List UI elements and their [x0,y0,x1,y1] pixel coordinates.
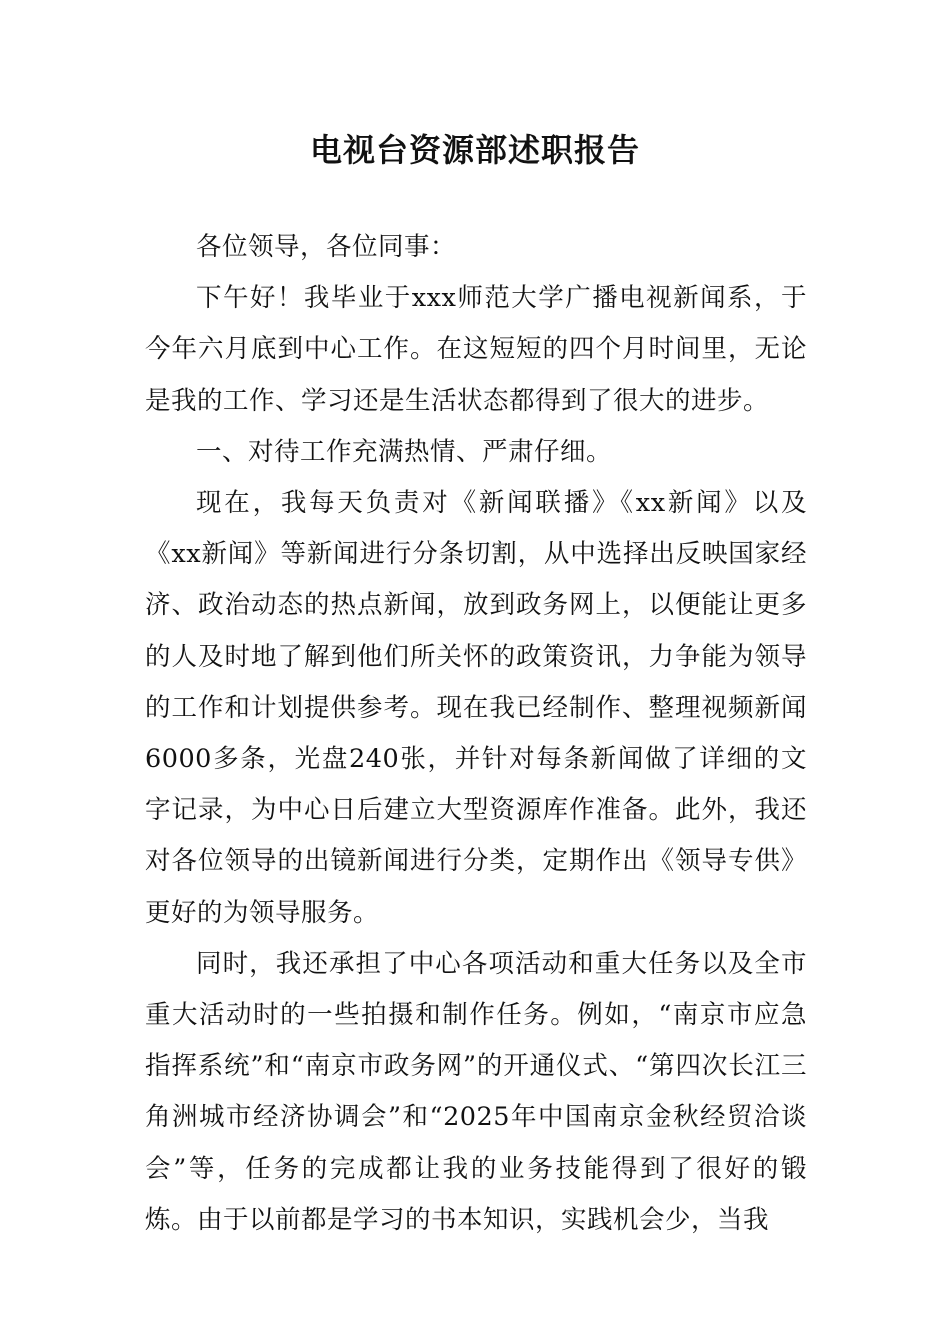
body-paragraph: 同时，我还承担了中心各项活动和重大任务以及全市重大活动时的一些拍摄和制作任务。例如，“南京市应急指挥系统”和“南京市政务网”的开通仪式、“第四次长江三角洲城市经济协调会”和“2025年中国南京金秋经贸洽谈会”等，任务的完成都让我的业务技能得到了很好的锻炼。由于以前都是学习的书本知识，实践机会少，当我 [145,948,807,1235]
greeting-paragraph: 各位领导，各位同事： [196,232,457,262]
intro-paragraph: 下午好！我毕业于xxx师范大学广播电视新闻系，于今年六月底到中心工作。在这短短的四个月时间里，无论是我的工作、学习还是生活状态都得到了很大的进步。 [145,283,807,416]
section-heading: 一、对待工作充满热情、严肃仔细。 [196,436,613,467]
document-title: 电视台资源部述职报告 [309,131,640,169]
document-body [145,222,807,1246]
body-paragraph: 现在，我每天负责对《新闻联播》《xx新闻》以及《xx新闻》等新闻进行分条切割，从中选择出反映国家经济、政治动态的热点新闻，放到政务网上，以便能让更多的人及时地了解到他们所关怀的政策资讯，力争能为领导的工作和计划提供参考。现在我已经制作、整理视频新闻6000多条，光盘240张，并针对每条新闻做了详细的文字记录，为中心日后建立大型资源库作准备。此外，我还对各位领导的出镜新闻进行分类，定期作出《领导专供》更好的为领导服务。 [145,488,807,928]
